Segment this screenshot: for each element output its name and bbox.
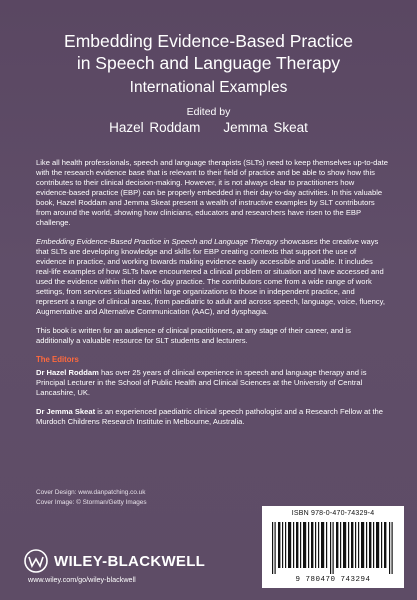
barcode-icon xyxy=(270,522,396,574)
editors-names: Hazel Roddam Jemma Skeat xyxy=(109,120,308,135)
blurb-paragraph-2-text: showcases the creative ways that SLTs are developing knowledge and skills for EBP creating contexts that support the use of evidence in practice, and working towards making evidence easily accessible and usable. It includes real-life examples of how SLTs have encountered a clinical problem or situation and have accessed and used the evidence within their day-to-day practice. The contributors come from a wide range of work settings, from services situated within large organizations to those in independent practice, and represent a range of clinical areas, from paediatric to adult and across speech, language, voice, fluency, Augmentative and Alternative Communication (AAC), and dysphagia. xyxy=(36,237,385,316)
editor-1-name: Dr Hazel Roddam xyxy=(36,368,99,377)
editor-1-bio: has over 25 years of clinical experience in speech and language therapy and is Principal Lecturer in the School of Public Health and Clinical Sciences at the University of Central Lancashire, UK. xyxy=(36,368,367,397)
editor-bio-1 xyxy=(36,368,388,398)
book-title-line-1: Embedding Evidence-Based Practice xyxy=(64,31,353,51)
barcode-digits: 9 780470 743294 xyxy=(295,576,371,584)
book-title-line-2: in Speech and Language Therapy xyxy=(76,53,341,73)
cover-design-credit: Cover Design: www.danpatching.co.uk xyxy=(36,489,146,496)
edited-by-label: Edited by xyxy=(186,106,231,118)
cover-credits xyxy=(36,488,147,507)
barcode-panel xyxy=(262,506,404,588)
blurb-text xyxy=(36,158,388,436)
publisher-name: WILEY-BLACKWELL xyxy=(54,552,206,570)
blurb-paragraph-3: This book is written for an audience of clinical practitioners, at any stage of their career, and is additionally a valuable resource for SLT students and lecturers. xyxy=(36,326,351,345)
cover-image-credit: Cover Image: © Storman/Getty Images xyxy=(36,498,147,506)
publisher-logo xyxy=(24,548,205,574)
editor-2-bio: is an experienced paediatric clinical speech pathologist and a Research Fellow at the Murdoch Childrens Research Institute in Melbourne, Australia. xyxy=(36,407,383,426)
book-subtitle: International Examples xyxy=(129,79,288,96)
editors-heading: The Editors xyxy=(36,355,79,364)
isbn-label: ISBN 978-0-470-74329-4 xyxy=(291,510,375,517)
book-title-italic: Embedding Evidence-Based Practice in Speech and Language Therapy xyxy=(36,237,278,246)
editor-bio-2 xyxy=(36,407,388,427)
blurb-paragraph-2 xyxy=(36,237,388,317)
publisher-url: www.wiley.com/go/wiley-blackwell xyxy=(28,575,136,584)
blurb-paragraph-1: Like all health professionals, speech and language therapists (SLTs) need to keep themselves up-to-date with the research evidence base that is relevant to their field of practice and be able to show how this contributes to their clinical decision-making. However, it is not always clear to practitioners how evidence-based practice (EBP) can be properly embedded in their day-to-day activities. In this valuable book, Hazel Roddam and Jemma Skeat present a wealth of instructive examples by SLT contributors from around the world, showing how clinicians, educators and researchers have risen to the EBP challenge. xyxy=(36,158,388,227)
editor-2-name: Dr Jemma Skeat xyxy=(36,407,96,416)
wiley-blackwell-logo-icon xyxy=(24,549,48,573)
title-block xyxy=(0,30,417,135)
